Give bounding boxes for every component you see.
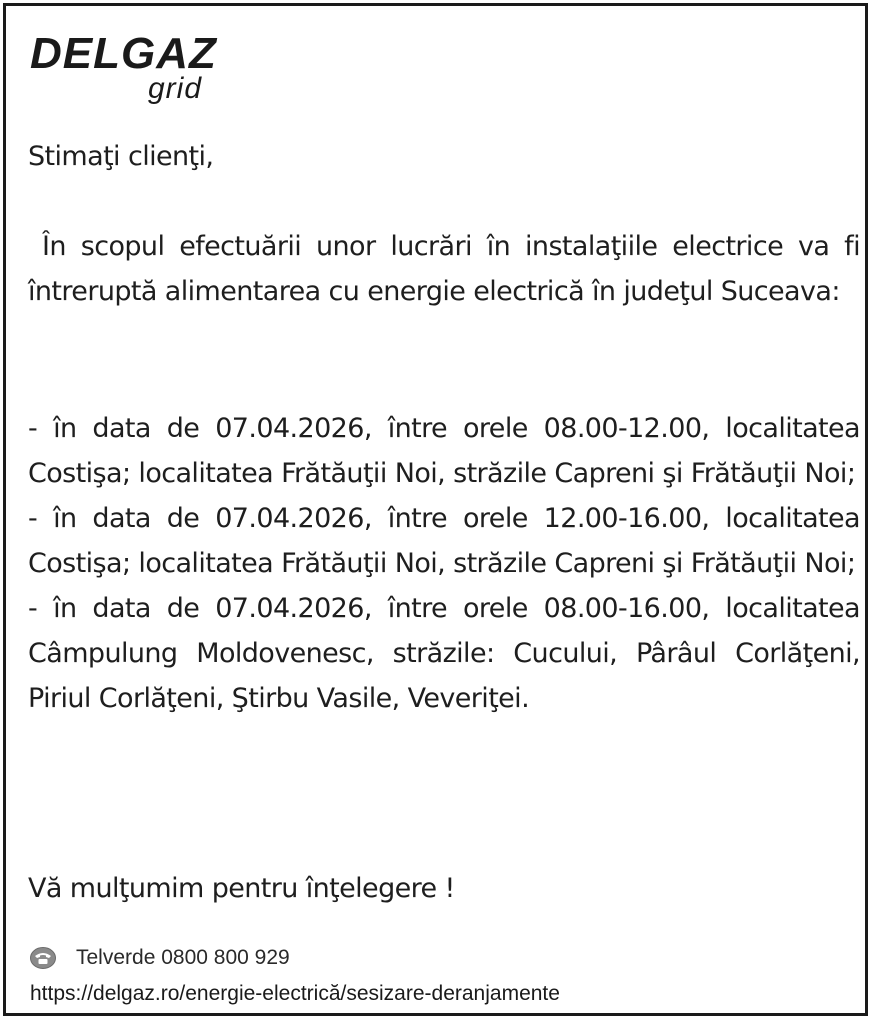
notice-frame	[3, 3, 868, 1016]
intro-paragraph: În scopul efectuării unor lucrări în instalaţiile electrice va fi întreruptă alimentarea cu energie electrică în judeţul Suceava:	[28, 231, 860, 307]
hotline-text: Telverde 0800 800 929	[76, 946, 290, 969]
greeting: Stimaţi clienţi,	[28, 141, 214, 172]
outage-item: - în data de 07.04.2026, între orele 08.00-16.00, localitatea Câmpulung Moldovenesc, străzile: Cucului, Pârâul Corlăţeni, Piriul Corlăţeni, Ştirbu Vasile, Veveriţei.	[28, 593, 860, 714]
logo-sub-text: grid	[148, 72, 203, 105]
hotline	[30, 944, 290, 972]
delgaz-grid-logo	[30, 29, 230, 108]
outage-item: - în data de 07.04.2026, între orele 08.00-12.00, localitatea Costişa; localitatea Frătăuţii Noi, străzile Capreni şi Frătăuţii Noi;	[28, 413, 860, 489]
closing-line: Vă mulţumim pentru înţelegere !	[28, 873, 455, 904]
report-url-link[interactable]: https://delgaz.ro/energie-electrică/sesizare-deranjamente	[30, 982, 560, 1005]
phone-icon	[30, 947, 56, 969]
outage-list	[28, 406, 860, 721]
logo-brand-text: DELGAZ	[30, 29, 217, 78]
outage-item: - în data de 07.04.2026, între orele 12.00-16.00, localitatea Costişa; localitatea Frătăuţii Noi, străzile Capreni şi Frătăuţii Noi;	[28, 503, 860, 579]
